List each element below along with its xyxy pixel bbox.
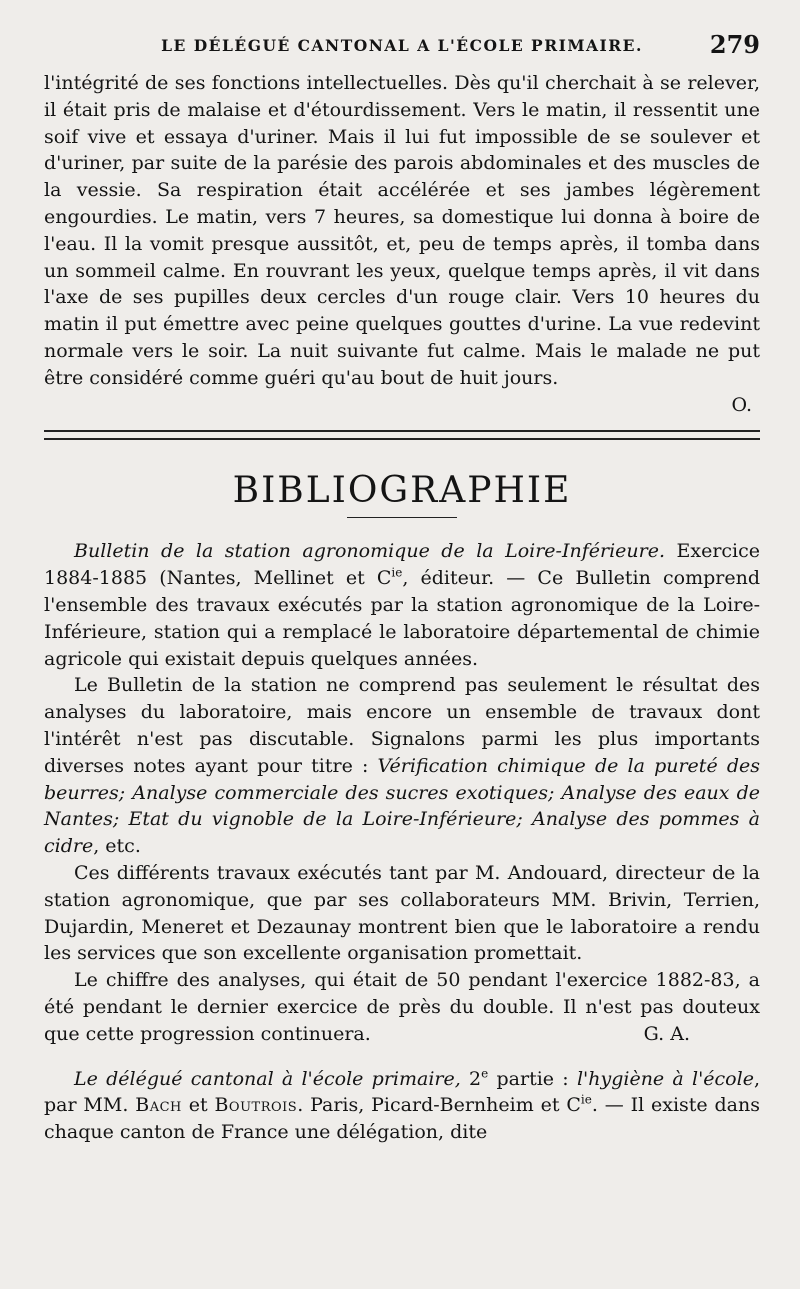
entry-1-text: Exercice 1884-1885 (Nantes, Mellinet et C [44, 540, 760, 590]
entry-1-paragraph-2 [44, 672, 760, 860]
entry-2-intro [44, 1066, 760, 1146]
entry-2-text-a: , par MM. [44, 1067, 760, 1117]
entry-2-part-text: partie : [488, 1067, 577, 1090]
entry-2-subtitle: l'hygiène à l'école [576, 1067, 754, 1090]
entry-2-title: Le délégué cantonal à l'école primaire, [74, 1067, 461, 1090]
entry-2-text-c: . Paris, Picard-Bernheim et C [297, 1094, 581, 1117]
bibliography-entry-1 [44, 538, 760, 1047]
entry-2-text-d: . — Il existe dans chaque canton de France une délégation, dite [44, 1094, 760, 1144]
entry-2-sup: ie [580, 1092, 592, 1107]
entry-1-intro [44, 538, 760, 672]
running-head [44, 30, 760, 70]
entry-1-text-cont: , éditeur. — Ce Bulletin comprend l'ensemble des travaux exécutés par la station agronomique de la Loire-Inférieure, station qui a remplacé le laboratoire départemental de chimie agricole qui existait depuis quelques années. [44, 567, 760, 670]
paragraph-signature: O. [731, 393, 752, 416]
entry-1-paragraph-3: Ces différents travaux exécutés tant par M. Andouard, directeur de la station agronomique, que par ses collaborateurs MM. Brivin, Terrien, Dujardin, Meneret et Dezaunay montrent bien que le laboratoire a rendu les services que son excellente organisation promettait. [44, 861, 760, 965]
entry-2-author-2: Boutrois [214, 1094, 298, 1117]
title-underline [347, 517, 457, 518]
section-title: BIBLIOGRAPHIE [232, 470, 572, 512]
entry-2-part: 2 [460, 1067, 482, 1090]
continued-paragraph: l'intégrité de ses fonctions intellectuelles. Dès qu'il cherchait à se relever, il était pris de malaise et d'étourdissement. Vers le matin, il ressentit une soif vive et essaya d'uriner. Mais il lui fut impossible de se soulever et d'uriner, par suite de la parésie des parois abdominales et des muscles de la vessie. Sa respiration était accélérée et ses jambes légèrement engourdies. Le matin, vers 7 heures, sa domestique lui donna à boire de l'eau. Il la vomit presque aussitôt, et, peu de temps après, il tomba dans un sommeil calme. En rouvrant les yeux, quelque temps après, il vit dans l'axe de ses pupilles deux cercles d'un rouge clair. Vers 10 heures du matin il put émettre avec peine quelques gouttes d'urine. La vue redevint normale vers le soir. La nuit suivante fut calme. Mais le malade ne put être considéré comme guéri qu'au bout de huit jours. [44, 72, 760, 389]
entry-1-title: Bulletin de la station agronomique de la Loire-Inférieure. [74, 540, 665, 563]
entry-2-text-b: et [181, 1094, 215, 1117]
entry-2-part-sup: e [481, 1066, 489, 1081]
bibliography-entry-2 [44, 1066, 760, 1146]
double-rule-divider [44, 430, 760, 440]
entry-1-p2-end: , etc. [93, 835, 141, 858]
page-number: 279 [709, 30, 760, 59]
running-title: LE DÉLÉGUÉ CANTONAL A L'ÉCOLE PRIMAIRE. [161, 36, 643, 55]
entry-1-sup: ie [391, 565, 403, 580]
entry-1-signature: G. A. [643, 1022, 690, 1045]
entry-1-p2-titles: Vérification chimique de la pureté des beurres; Analyse commerciale des sucres exotiques; Analyse des eaux de Nantes; Etat du vignoble de la Loire-Inférieure; Analyse des pommes à cidre [44, 754, 760, 858]
entry-2-author-1: Bach [135, 1094, 182, 1117]
entry-1-paragraph-4: Le chiffre des analyses, qui était de 50 pendant l'exercice 1882-83, a été pendant le dernier exercice de près du double. Il n'est pas douteux que cette progression continuera. [44, 969, 760, 1045]
entry-1-p2-text: Le Bulletin de la station ne comprend pas seulement le résultat des analyses du laboratoire, mais encore un ensemble de travaux dont l'intérêt n'est pas discutable. Signalons parmi les plus importants diverses notes ayant pour titre : [44, 674, 760, 777]
